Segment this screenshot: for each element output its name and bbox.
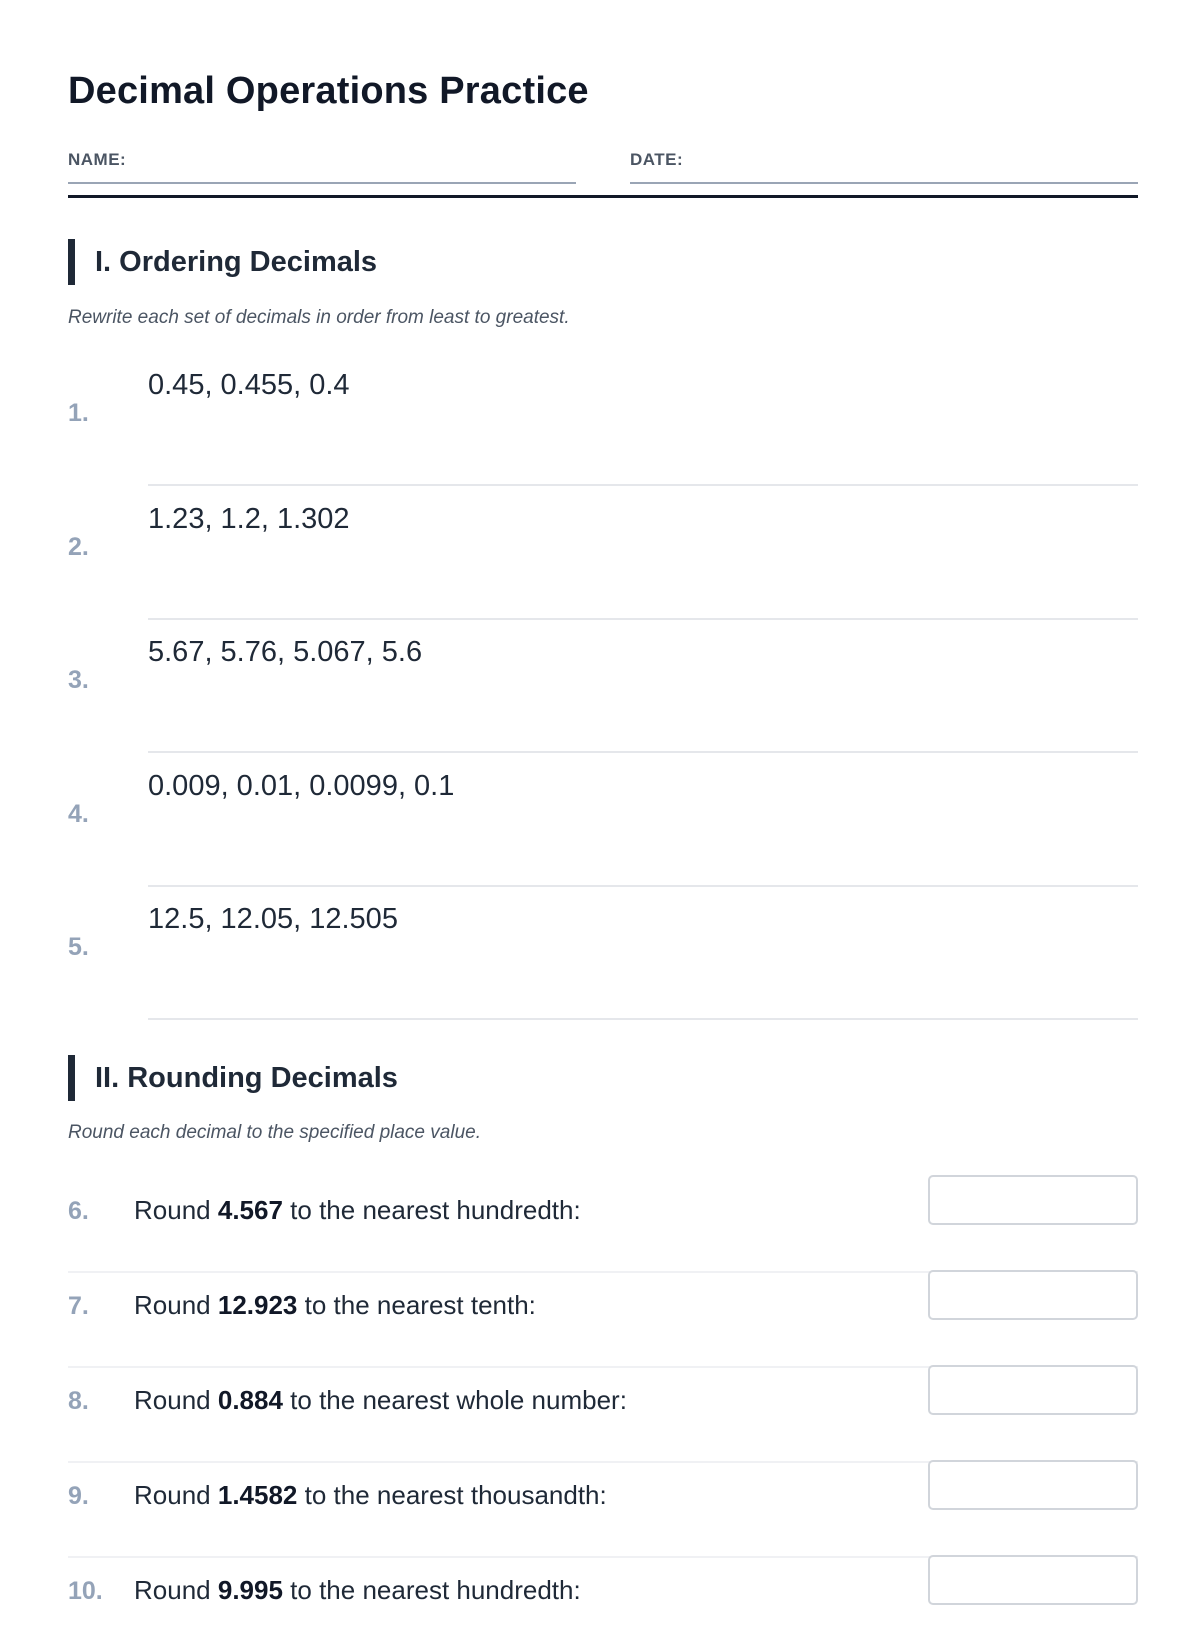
question-prefix: Round: [134, 1290, 211, 1320]
item-number: 3.: [68, 666, 89, 694]
question-suffix: to the nearest tenth:: [304, 1290, 536, 1320]
question-suffix: to the nearest thousandth:: [304, 1480, 607, 1510]
question-suffix: to the nearest hundredth:: [290, 1575, 581, 1605]
answer-box[interactable]: [928, 1555, 1138, 1605]
section-accent-bar: [68, 239, 75, 285]
rounding-question: [134, 1480, 607, 1511]
question-suffix: to the nearest hundredth:: [290, 1195, 581, 1225]
section-title-text: II. Rounding Decimals: [95, 1061, 398, 1094]
answer-box[interactable]: [928, 1175, 1138, 1225]
rounding-item: [68, 1270, 1138, 1368]
answer-box[interactable]: [928, 1270, 1138, 1320]
section-ordering-title: [68, 239, 377, 285]
decimal-set: 0.45, 0.455, 0.4: [148, 369, 350, 401]
rounding-item: [68, 1175, 1138, 1273]
ordering-item: [68, 354, 1138, 488]
answer-box[interactable]: [928, 1460, 1138, 1510]
ordering-item: [68, 488, 1138, 622]
decimal-set: 0.009, 0.01, 0.0099, 0.1: [148, 770, 455, 802]
item-number: 10.: [68, 1577, 103, 1605]
ordering-item: [68, 888, 1138, 1022]
question-value: 9.995: [217, 1575, 283, 1605]
rounding-question: [134, 1575, 581, 1606]
date-field[interactable]: [630, 150, 1138, 184]
ordering-item: [68, 755, 1138, 889]
question-suffix: to the nearest whole number:: [290, 1385, 627, 1415]
item-number: 7.: [68, 1292, 89, 1320]
decimal-set: 1.23, 1.2, 1.302: [148, 503, 350, 535]
section-accent-bar: [68, 1055, 75, 1101]
section-ordering-instructions: Rewrite each set of decimals in order from least to greatest.: [68, 307, 570, 328]
answer-box[interactable]: [928, 1365, 1138, 1415]
item-number: 9.: [68, 1482, 89, 1510]
question-value: 12.923: [217, 1290, 298, 1320]
question-value: 0.884: [217, 1385, 283, 1415]
rounding-item: [68, 1365, 1138, 1463]
answer-line[interactable]: [148, 1018, 1138, 1020]
header-divider: [68, 195, 1138, 198]
question-prefix: Round: [134, 1385, 211, 1415]
answer-line[interactable]: [148, 885, 1138, 887]
rounding-question: [134, 1195, 581, 1226]
item-number: 2.: [68, 533, 89, 561]
question-value: 4.567: [217, 1195, 283, 1225]
item-number: 8.: [68, 1387, 89, 1415]
section-rounding-title: [68, 1055, 398, 1101]
question-prefix: Round: [134, 1480, 211, 1510]
item-number: 6.: [68, 1197, 89, 1225]
item-number: 4.: [68, 800, 89, 828]
question-value: 1.4582: [217, 1480, 298, 1510]
name-label: NAME:: [68, 150, 127, 169]
answer-line[interactable]: [148, 751, 1138, 753]
rounding-question: [134, 1385, 627, 1416]
rounding-item: [68, 1555, 1138, 1651]
decimal-set: 5.67, 5.76, 5.067, 5.6: [148, 636, 423, 668]
question-prefix: Round: [134, 1575, 211, 1605]
section-rounding-instructions: Round each decimal to the specified place value.: [68, 1122, 481, 1143]
ordering-item: [68, 621, 1138, 755]
decimal-set: 12.5, 12.05, 12.505: [148, 903, 398, 935]
rounding-question: [134, 1290, 536, 1321]
section-title-text: I. Ordering Decimals: [95, 245, 378, 278]
page-title: Decimal Operations Practice: [68, 70, 589, 112]
name-field[interactable]: [68, 150, 576, 184]
rounding-item: [68, 1460, 1138, 1558]
item-number: 1.: [68, 399, 89, 427]
question-prefix: Round: [134, 1195, 211, 1225]
item-number: 5.: [68, 933, 89, 961]
answer-line[interactable]: [148, 618, 1138, 620]
date-label: DATE:: [630, 150, 684, 169]
answer-line[interactable]: [148, 484, 1138, 486]
